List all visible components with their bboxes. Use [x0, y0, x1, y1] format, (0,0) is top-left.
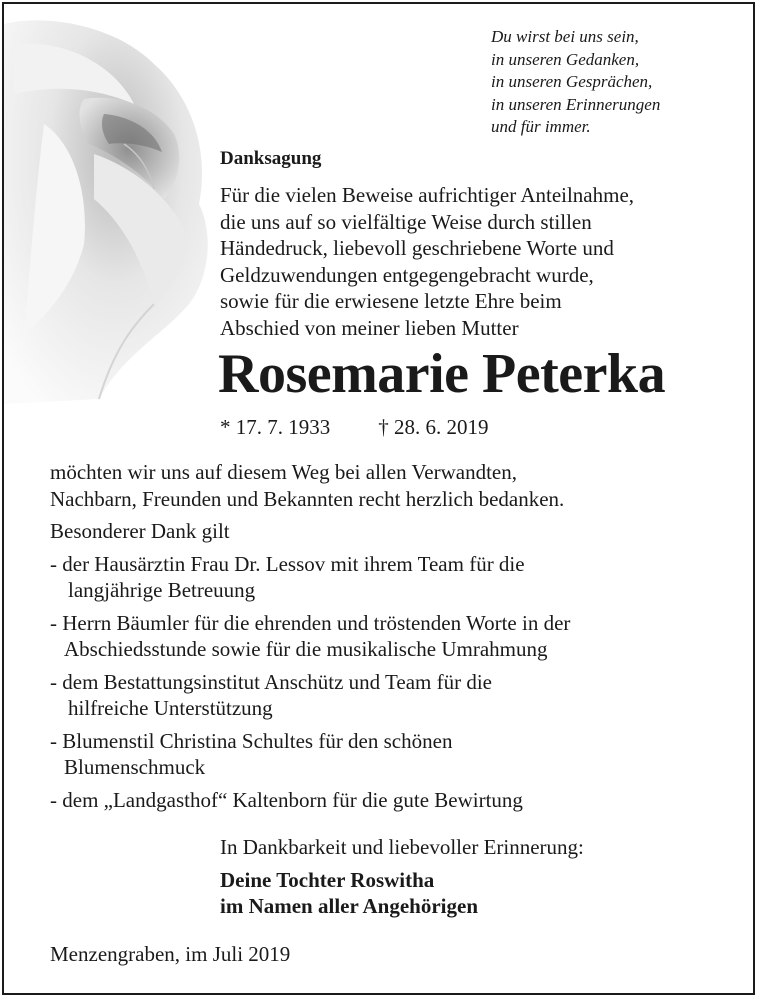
intro-line: Geldzuwendungen entgegengebracht wurde, — [220, 262, 594, 287]
list-item: - Blumenstil Christina Schultes für den schönen — [50, 728, 453, 753]
life-dates — [220, 414, 489, 440]
birth-date: * 17. 7. 1933 — [220, 415, 331, 439]
place-date: Menzengraben, im Juli 2019 — [50, 942, 291, 966]
list-item: - der Hausärztin Frau Dr. Lessov mit ihrem Team für die — [50, 551, 525, 576]
signature — [220, 867, 478, 919]
list-item-continuation: hilfreiche Unterstützung — [68, 696, 273, 720]
poem-line: Du wirst bei uns sein, — [491, 27, 639, 46]
list-item-continuation: Blumenschmuck — [64, 755, 206, 779]
intro-line: Für die vielen Beweise aufrichtiger Anteilnahme, — [220, 183, 635, 207]
thanks-line: Nachbarn, Freunden und Bekannten recht herzlich bedanken. — [50, 486, 565, 511]
list-item-continuation: langjährige Betreuung — [68, 578, 256, 602]
intro-line: Händedruck, liebevoll geschriebene Worte und — [220, 236, 614, 260]
signature-line: im Namen aller Angehörigen — [220, 894, 479, 918]
intro-line: sowie für die erwiesene letzte Ehre beim — [220, 289, 562, 313]
deceased-name: Rosemarie Peterka — [218, 343, 666, 405]
list-item-continuation: Abschiedsstunde sowie für die musikalische Umrahmung — [64, 637, 548, 661]
list-item: - dem Bestattungsinstitut Anschütz und Team für die — [50, 669, 492, 694]
special-thanks: Besonderer Dank gilt — [50, 519, 230, 543]
poem-line: in unseren Gesprächen, — [491, 72, 653, 92]
list-item: - Herrn Bäumler für die ehrenden und tröstenden Worte in der — [50, 610, 571, 635]
rose-icon — [4, 4, 219, 404]
closing-line: In Dankbarkeit und liebevoller Erinnerung: — [220, 835, 584, 859]
poem — [491, 26, 741, 139]
death-date: † 28. 6. 2019 — [378, 415, 489, 439]
list-item: - dem „Landgasthof“ Kaltenborn für die gute Bewirtung — [50, 787, 523, 812]
obituary-notice — [2, 2, 755, 995]
poem-line: und für immer. — [491, 117, 591, 137]
thanks-line: möchten wir uns auf diesem Weg bei allen Verwandten, — [50, 460, 517, 484]
signature-line: Deine Tochter Roswitha — [220, 868, 435, 892]
thanks-body — [50, 459, 750, 813]
heading: Danksagung — [220, 148, 322, 169]
intro-text — [220, 182, 750, 341]
poem-line: in unseren Gedanken, — [491, 49, 640, 69]
intro-line: Abschied von meiner lieben Mutter — [220, 315, 519, 340]
poem-line: in unseren Erinnerungen — [491, 94, 661, 114]
intro-line: die uns auf so vielfältige Weise durch stillen — [220, 209, 592, 234]
